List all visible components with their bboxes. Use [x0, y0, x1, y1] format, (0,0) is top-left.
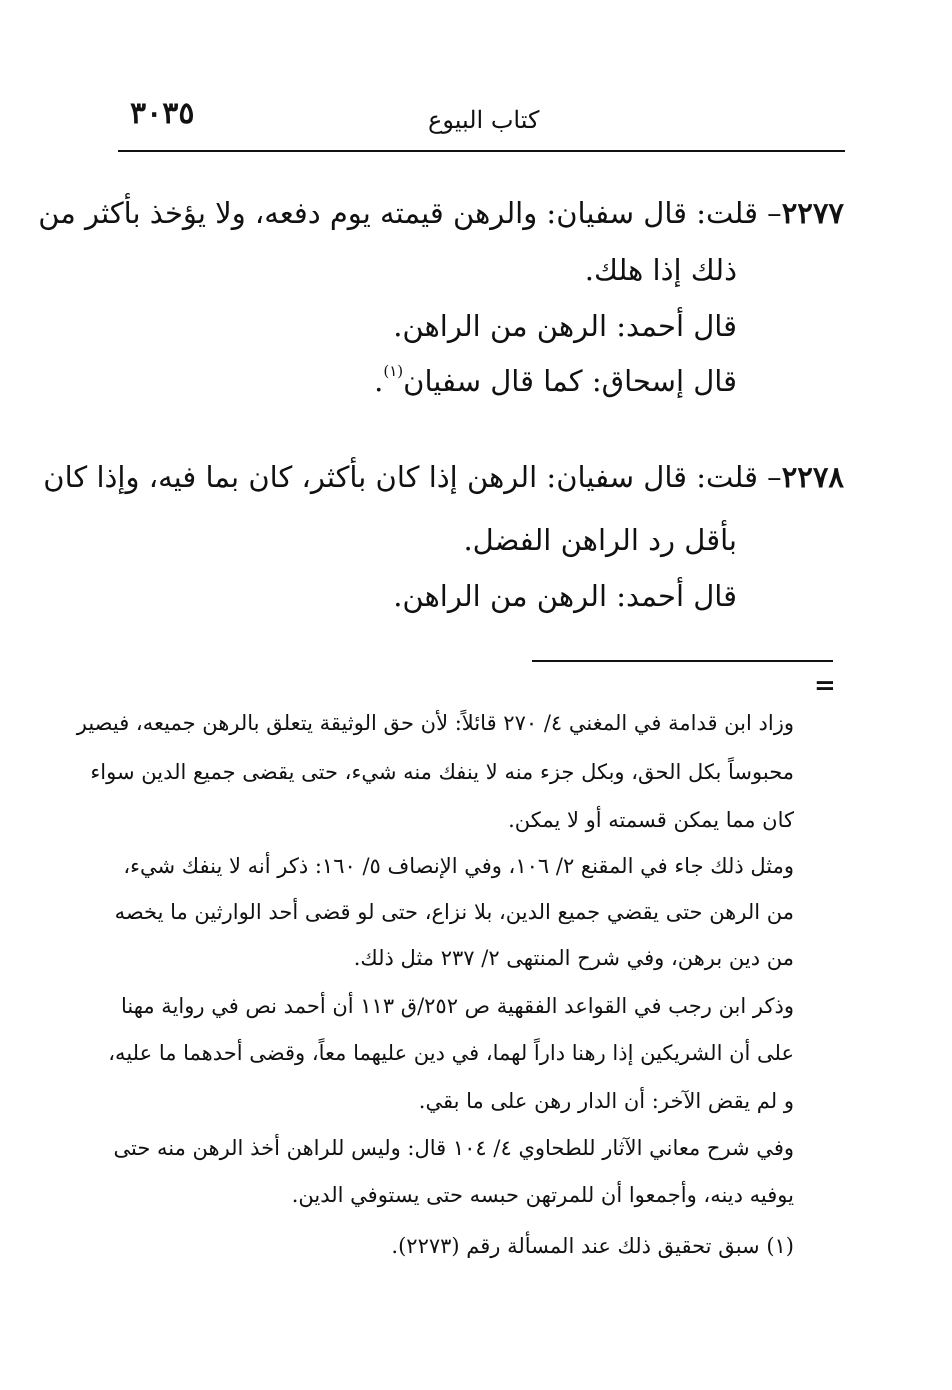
footnote-line: من دين برهن، وفي شرح المنتهى ٢/ ٢٣٧ مثل ذلك. [353, 946, 794, 970]
header-divider [118, 150, 845, 152]
footnote-line: ومثل ذلك جاء في المقنع ٢/ ١٠٦، وفي الإنصاف ٥/ ١٦٠: ذكر أنه لا ينفك شيء، [123, 854, 794, 878]
entry-text: قلت: قال سفيان: والرهن قيمته يوم دفعه، ولا يؤخذ بأكثر من [38, 196, 758, 230]
footnote-line: كان مما يمكن قسمته أو لا يمكن. [508, 808, 794, 832]
entry-dash: – [757, 460, 782, 494]
footnote-reference: (١) [383, 362, 404, 380]
footnote-line: وزاد ابن قدامة في المغني ٤/ ٢٧٠ قائلاً: لأن حق الوثيقة يتعلق بالرهن جميعه، فيصير [76, 711, 794, 735]
running-title: كتاب البيوع [428, 106, 540, 134]
page-header [118, 96, 846, 148]
entry-2278-line-2: بأقل رد الراهن الفضل. [463, 523, 737, 557]
entry-text: قلت: قال سفيان: الرهن إذا كان بأكثر، كان بما فيه، وإذا كان [43, 460, 758, 494]
footnote-line: وذكر ابن رجب في القواعد الفقهية ص ٢٥٢/ق ١١٣ أن أحمد نص في رواية مهنا [120, 994, 794, 1018]
footnote-line: (١) سبق تحقيق ذلك عند المسألة رقم (٢٢٧٣). [391, 1234, 794, 1258]
footnote-line: على أن الشريكين إذا رهنا داراً لهما، في دين عليهما معاً، وقضى أحدهما ما عليه، [108, 1041, 794, 1065]
entry-2278-line-3: قال أحمد: الرهن من الراهن. [393, 579, 737, 613]
entry-text: قال إسحاق: كما قال سفيان [403, 364, 737, 398]
entry-number: ٢٢٧٨ [781, 460, 844, 494]
entry-2277-line-3: قال أحمد: الرهن من الراهن. [393, 309, 737, 343]
footnote-line: يوفيه دينه، وأجمعوا أن للمرتهن حبسه حتى يستوفي الدين. [291, 1183, 794, 1207]
entry-2277-line-1 [38, 196, 844, 230]
entry-2278-line-1 [43, 460, 844, 494]
page-number: ٣٠٣٥ [130, 96, 195, 131]
entry-2277-line-2: ذلك إذا هلك. [584, 253, 737, 287]
continuation-mark: = [814, 671, 836, 701]
entry-number: ٢٢٧٧ [781, 196, 844, 230]
footnote-divider [532, 660, 833, 662]
entry-2277-line-4 [374, 362, 737, 398]
footnote-line: من الرهن حتى يقضي جميع الدين، بلا نزاع، حتى لو قضى أحد الوارثين ما يخصه [114, 900, 794, 924]
footnote-line: وفي شرح معاني الآثار للطحاوي ٤/ ١٠٤ قال: وليس للراهن أخذ الرهن منه حتى [113, 1136, 794, 1160]
footnote-line: محبوساً بكل الحق، وبكل جزء منه لا ينفك منه شيء، حتى يقضى جميع الدين سواء [90, 760, 794, 784]
entry-text-end: . [374, 364, 384, 398]
footnote-line: و لم يقض الآخر: أن الدار رهن على ما بقي. [418, 1089, 794, 1113]
entry-dash: – [757, 196, 782, 230]
